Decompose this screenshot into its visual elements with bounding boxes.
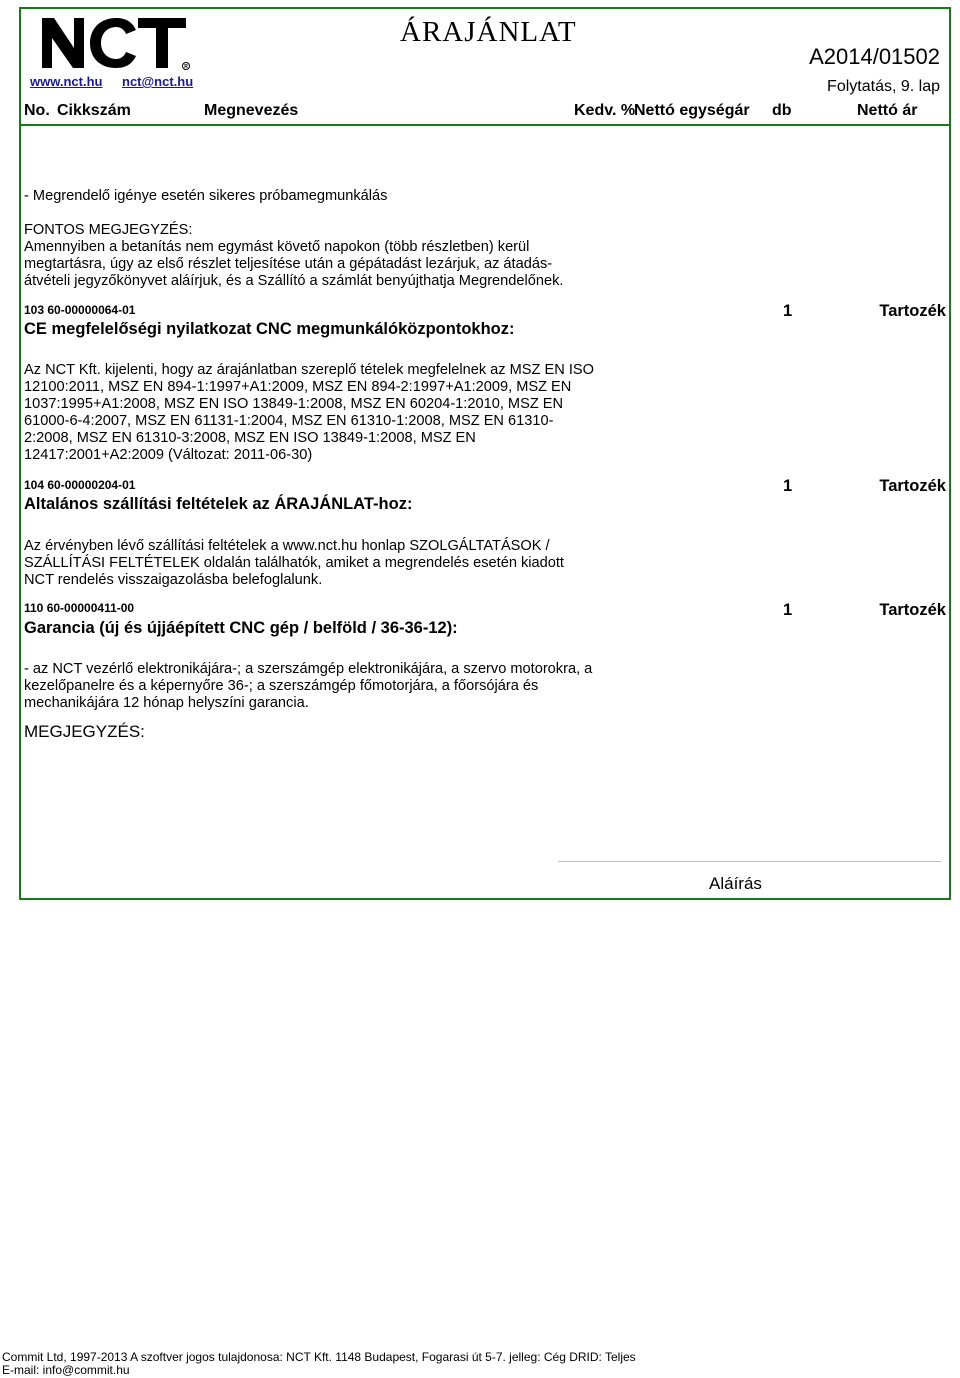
- svg-text:R: R: [184, 64, 188, 70]
- nct-logo: [40, 14, 190, 70]
- item-code: 104 60-00000204-01: [24, 478, 136, 492]
- item-unit: Tartozék: [879, 477, 946, 495]
- item-description: - az NCT vezérlő elektronikájára-; a szerszámgép elektronikájára, a szervo motorokra, a kezelőpanelre és a képernyőre 36-; a szerszámgép főmotorjára, a főorsójára és mechanikájára 12 hónap helyszíni garancia.: [24, 661, 593, 711]
- column-qty: db: [772, 102, 792, 119]
- column-unit-price: Nettó egységár: [634, 102, 750, 119]
- header-divider: [19, 124, 951, 126]
- item-qty: 1: [783, 302, 793, 320]
- footer-email: E-mail: info@commit.hu: [2, 1363, 130, 1377]
- column-name: Megnevezés: [204, 102, 299, 119]
- item-description: Az NCT Kft. kijelenti, hogy az árajánlatban szereplő tételek megfelelnek az MSZ EN ISO 12100:2011, MSZ EN 894-1:1997+A1:2009, MSZ EN 894-2:1997+A1:2009, MSZ EN 1037:1995+A1:2008, MSZ EN ISO 13849-1:2008, MSZ EN 60204-1:2010, MSZ EN 61000-6-4:2007, MSZ EN 61131-1:2004, MSZ EN 61310-1:2008, MSZ EN 61310- 2:2008, MSZ EN 61310-3:2008, MSZ EN ISO 13849-1:2008, MSZ EN 12417:2001+A2:2009 (Változat: 2011-06-30): [24, 362, 594, 463]
- item-code: 103 60-00000064-01: [24, 303, 136, 317]
- page-continuation: Folytatás, 9. lap: [827, 78, 940, 95]
- remark-label: MEGJEGYZÉS:: [24, 722, 145, 741]
- item-code: 110 60-00000411-00: [24, 601, 135, 615]
- column-net: Nettó ár: [857, 102, 918, 119]
- item-description: Az érvényben lévő szállítási feltételek a www.nct.hu honlap SZOLGÁLTATÁSOK / SZÁLLÍTÁSI FELTÉTELEK oldalán találhatók, amiket a megrendelés esetén kiadott NCT rendelés visszaigazolásba belefoglalunk.: [24, 538, 564, 588]
- signature-line: [558, 861, 941, 862]
- column-discount: Kedv. %: [574, 102, 636, 119]
- item-name: CE megfelelőségi nyilatkozat CNC megmunkálóközpontokhoz:: [24, 320, 515, 338]
- footer-line-1: Commit Ltd, 1997-2013 A szoftver jogos tulajdonosa: NCT Kft. 1148 Budapest, Fogarasi út 5-7. jelleg: Cég DRID: Teljes: [2, 1350, 636, 1364]
- column-code: Cikkszám: [57, 102, 131, 119]
- item-qty: 1: [783, 601, 793, 619]
- important-note: FONTOS MEGJEGYZÉS: Amennyiben a betanítás nem egymást követő napokon (több részletben) kerül megtartásra, úgy az első részlet teljesítése után a gépátadást lezárjuk, az átadás- átvételi jegyzőkönyvet aláírjuk, és a Szállító a számlát benyújthatja Megrendelőnek.: [24, 222, 564, 289]
- document-title: ÁRAJÁNLAT: [400, 16, 577, 48]
- website-link[interactable]: www.nct.hu: [30, 74, 103, 89]
- document-number: A2014/01502: [809, 44, 940, 69]
- email-link[interactable]: nct@nct.hu: [122, 74, 194, 89]
- item-name: Altalános szállítási feltételek az ÁRAJÁNLAT-hoz:: [24, 495, 413, 513]
- column-no: No.: [24, 102, 50, 119]
- item-name: Garancia (új és újjáépített CNC gép / belföld / 36-36-12):: [24, 619, 458, 637]
- item-qty: 1: [783, 477, 793, 495]
- item-unit: Tartozék: [879, 601, 946, 619]
- trial-machining-line: - Megrendelő igénye esetén sikeres próbamegmunkálás: [24, 188, 388, 204]
- signature-label: Aláírás: [709, 874, 762, 893]
- item-unit: Tartozék: [879, 302, 946, 320]
